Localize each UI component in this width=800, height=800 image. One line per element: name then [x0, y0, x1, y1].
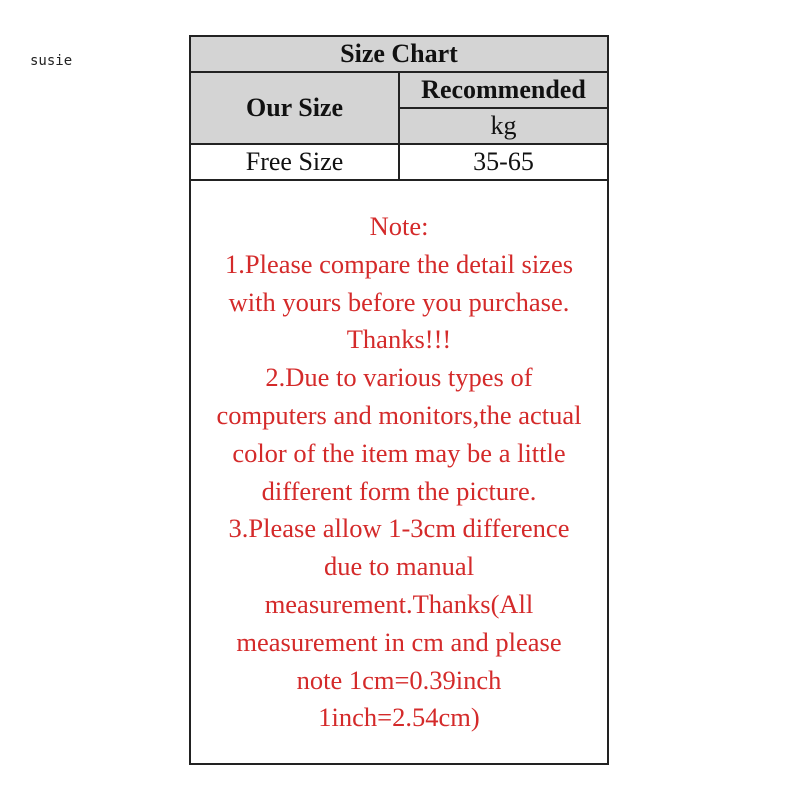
note-line: measurement in cm and please	[236, 626, 562, 657]
note-line: 2.Due to various types of	[265, 362, 533, 393]
size-value: Free Size	[191, 144, 399, 179]
note-line: 1.Please compare the detail sizes	[224, 248, 574, 279]
watermark-text: susie	[30, 53, 73, 69]
note-line: due to manual	[323, 551, 475, 582]
weight-value: 35-65	[399, 144, 607, 179]
note-line: color of the item may be a little	[232, 437, 566, 468]
note-line: measurement.Thanks(All	[264, 588, 534, 619]
note-line: note 1cm=0.39inch	[296, 664, 502, 695]
note-line: with yours before you purchase.	[228, 286, 570, 317]
note-line: Note:	[369, 211, 429, 241]
recommended-header: Recommended	[399, 72, 607, 108]
note-line: 1inch=2.54cm)	[318, 702, 480, 733]
note-line: 3.Please allow 1-3cm difference	[228, 513, 570, 544]
table-row	[191, 144, 607, 179]
notes-block	[191, 179, 607, 737]
note-line: Thanks!!!	[346, 324, 452, 355]
size-chart	[189, 35, 609, 765]
note-line: different form the picture.	[261, 475, 537, 506]
our-size-header: Our Size	[191, 72, 399, 144]
size-chart-title: Size Chart	[191, 37, 607, 72]
note-line: computers and monitors,the actual	[216, 399, 582, 430]
unit-header: kg	[399, 108, 607, 144]
size-table	[191, 37, 607, 179]
